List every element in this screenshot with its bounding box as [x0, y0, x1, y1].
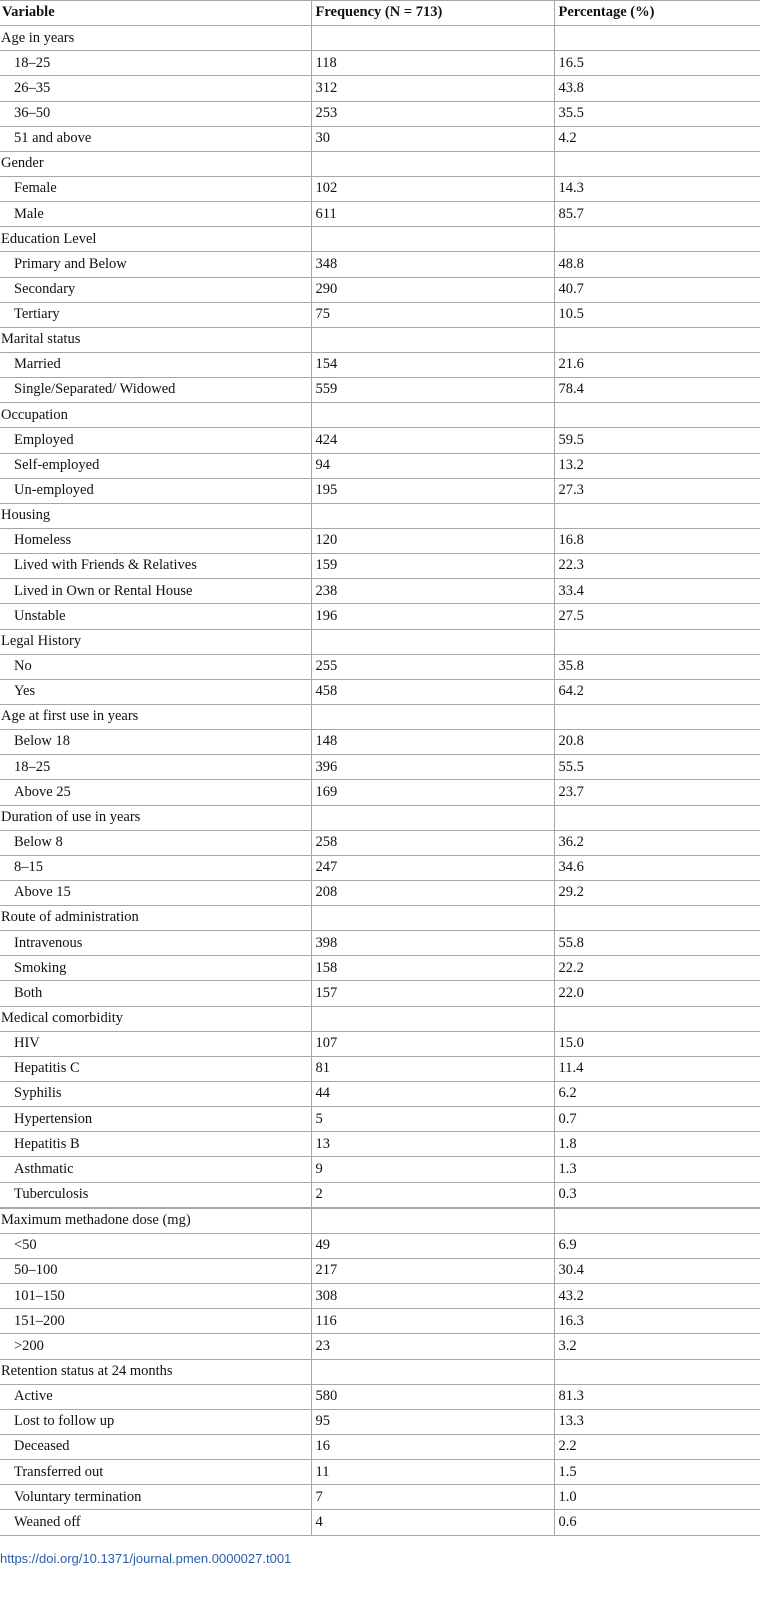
frequency-cell: 559: [311, 378, 554, 403]
table-row: [0, 1082, 760, 1107]
percentage-cell: 6.2: [554, 1082, 760, 1107]
variable-cell: Age at first use in years: [0, 704, 311, 729]
percentage-cell: 81.3: [554, 1384, 760, 1409]
variable-cell: Deceased: [0, 1435, 311, 1460]
table-row: [0, 1309, 760, 1334]
table-row: [0, 981, 760, 1006]
frequency-cell: 196: [311, 604, 554, 629]
percentage-cell: 1.8: [554, 1132, 760, 1157]
variable-cell: Age in years: [0, 26, 311, 51]
table-row: [0, 1157, 760, 1182]
variable-cell: Hepatitis B: [0, 1132, 311, 1157]
percentage-cell: 21.6: [554, 352, 760, 377]
variable-cell: Lived with Friends & Relatives: [0, 554, 311, 579]
percentage-cell: 36.2: [554, 830, 760, 855]
percentage-cell: 13.2: [554, 453, 760, 478]
percentage-cell: 48.8: [554, 252, 760, 277]
variable-cell: Un-employed: [0, 478, 311, 503]
table-row: [0, 679, 760, 704]
percentage-cell: 16.3: [554, 1309, 760, 1334]
variable-cell: Tertiary: [0, 302, 311, 327]
variable-cell: 51 and above: [0, 126, 311, 151]
category-row: [0, 403, 760, 428]
percentage-cell: 10.5: [554, 302, 760, 327]
percentage-cell: [554, 1006, 760, 1031]
percentage-cell: [554, 1359, 760, 1384]
frequency-cell: 81: [311, 1056, 554, 1081]
frequency-cell: 217: [311, 1259, 554, 1284]
percentage-cell: 55.5: [554, 755, 760, 780]
variable-cell: Employed: [0, 428, 311, 453]
percentage-cell: 22.2: [554, 956, 760, 981]
percentage-cell: [554, 151, 760, 176]
variable-cell: No: [0, 654, 311, 679]
category-row: [0, 503, 760, 528]
frequency-cell: 148: [311, 730, 554, 755]
frequency-cell: [311, 906, 554, 931]
table-row: [0, 1182, 760, 1208]
header-variable: Variable: [0, 1, 311, 26]
frequency-cell: 158: [311, 956, 554, 981]
variable-cell: Self-employed: [0, 453, 311, 478]
frequency-cell: 208: [311, 880, 554, 905]
table-row: [0, 1384, 760, 1409]
frequency-cell: 75: [311, 302, 554, 327]
percentage-cell: 43.8: [554, 76, 760, 101]
frequency-cell: [311, 227, 554, 252]
variable-cell: Hypertension: [0, 1107, 311, 1132]
percentage-cell: 27.5: [554, 604, 760, 629]
doi-link[interactable]: https://doi.org/10.1371/journal.pmen.0000027.t001: [0, 1551, 292, 1566]
percentage-cell: 0.7: [554, 1107, 760, 1132]
percentage-cell: 33.4: [554, 579, 760, 604]
frequency-cell: 107: [311, 1031, 554, 1056]
percentage-cell: 34.6: [554, 855, 760, 880]
table-row: [0, 277, 760, 302]
frequency-cell: [311, 704, 554, 729]
frequency-cell: 95: [311, 1409, 554, 1434]
table-row: [0, 126, 760, 151]
percentage-cell: 15.0: [554, 1031, 760, 1056]
percentage-cell: 78.4: [554, 378, 760, 403]
percentage-cell: [554, 1208, 760, 1234]
variable-cell: Lost to follow up: [0, 1409, 311, 1434]
table-row: [0, 1435, 760, 1460]
category-row: [0, 227, 760, 252]
table-row: [0, 1233, 760, 1258]
variable-cell: Duration of use in years: [0, 805, 311, 830]
variable-cell: Female: [0, 176, 311, 201]
frequency-cell: 7: [311, 1485, 554, 1510]
variable-cell: >200: [0, 1334, 311, 1359]
frequency-cell: 169: [311, 780, 554, 805]
table-row: [0, 252, 760, 277]
variable-cell: Both: [0, 981, 311, 1006]
percentage-cell: 40.7: [554, 277, 760, 302]
variable-cell: Lived in Own or Rental House: [0, 579, 311, 604]
variable-cell: Syphilis: [0, 1082, 311, 1107]
percentage-cell: [554, 503, 760, 528]
variable-cell: 18–25: [0, 51, 311, 76]
percentage-cell: [554, 629, 760, 654]
variable-cell: Occupation: [0, 403, 311, 428]
variable-cell: Secondary: [0, 277, 311, 302]
category-row: [0, 151, 760, 176]
table-row: [0, 855, 760, 880]
percentage-cell: [554, 906, 760, 931]
variable-cell: Unstable: [0, 604, 311, 629]
percentage-cell: 4.2: [554, 126, 760, 151]
variable-cell: Marital status: [0, 327, 311, 352]
variable-cell: Male: [0, 202, 311, 227]
variable-cell: Yes: [0, 679, 311, 704]
table-row: [0, 352, 760, 377]
frequency-cell: 396: [311, 755, 554, 780]
percentage-cell: 0.3: [554, 1182, 760, 1208]
frequency-cell: 120: [311, 528, 554, 553]
table-row: [0, 654, 760, 679]
table-row: [0, 579, 760, 604]
percentage-cell: 35.5: [554, 101, 760, 126]
frequency-cell: 258: [311, 830, 554, 855]
category-row: [0, 629, 760, 654]
table-row: [0, 780, 760, 805]
table-row: [0, 428, 760, 453]
frequency-cell: 5: [311, 1107, 554, 1132]
table-row: [0, 1510, 760, 1535]
variable-cell: Housing: [0, 503, 311, 528]
variable-cell: Asthmatic: [0, 1157, 311, 1182]
frequency-cell: 290: [311, 277, 554, 302]
category-row: [0, 1208, 760, 1234]
table-row: [0, 302, 760, 327]
frequency-cell: 30: [311, 126, 554, 151]
variable-cell: Smoking: [0, 956, 311, 981]
variable-cell: 50–100: [0, 1259, 311, 1284]
table-row: [0, 202, 760, 227]
variable-cell: Above 15: [0, 880, 311, 905]
table-row: [0, 101, 760, 126]
table-row: [0, 1334, 760, 1359]
variable-cell: Intravenous: [0, 931, 311, 956]
percentage-cell: [554, 704, 760, 729]
table-row: [0, 1031, 760, 1056]
frequency-cell: [311, 805, 554, 830]
frequency-cell: 16: [311, 1435, 554, 1460]
frequency-cell: 118: [311, 51, 554, 76]
table-row: [0, 554, 760, 579]
variable-cell: 36–50: [0, 101, 311, 126]
header-frequency: Frequency (N = 713): [311, 1, 554, 26]
percentage-cell: [554, 26, 760, 51]
frequency-cell: 2: [311, 1182, 554, 1208]
percentage-cell: 35.8: [554, 654, 760, 679]
percentage-cell: 64.2: [554, 679, 760, 704]
frequency-cell: [311, 26, 554, 51]
category-row: [0, 26, 760, 51]
percentage-cell: 14.3: [554, 176, 760, 201]
variable-cell: Below 18: [0, 730, 311, 755]
table-row: [0, 956, 760, 981]
frequency-cell: 9: [311, 1157, 554, 1182]
percentage-cell: 1.5: [554, 1460, 760, 1485]
table-row: [0, 931, 760, 956]
frequency-cell: 238: [311, 579, 554, 604]
percentage-cell: 43.2: [554, 1284, 760, 1309]
variable-cell: Route of administration: [0, 906, 311, 931]
table-row: [0, 830, 760, 855]
frequency-cell: [311, 1006, 554, 1031]
variable-cell: <50: [0, 1233, 311, 1258]
frequency-cell: 102: [311, 176, 554, 201]
variable-cell: Above 25: [0, 780, 311, 805]
percentage-cell: 1.3: [554, 1157, 760, 1182]
category-row: [0, 1359, 760, 1384]
percentage-cell: [554, 403, 760, 428]
variable-cell: Homeless: [0, 528, 311, 553]
variable-cell: HIV: [0, 1031, 311, 1056]
table-row: [0, 1284, 760, 1309]
table-row: [0, 453, 760, 478]
variable-cell: Transferred out: [0, 1460, 311, 1485]
table-row: [0, 755, 760, 780]
category-row: [0, 704, 760, 729]
table-row: [0, 528, 760, 553]
variable-cell: Tuberculosis: [0, 1182, 311, 1208]
table-header: [0, 1, 760, 26]
table-row: [0, 604, 760, 629]
variable-cell: Active: [0, 1384, 311, 1409]
frequency-cell: [311, 151, 554, 176]
variable-cell: Below 8: [0, 830, 311, 855]
frequency-cell: 23: [311, 1334, 554, 1359]
frequency-cell: 253: [311, 101, 554, 126]
header-row: [0, 1, 760, 26]
frequency-cell: 49: [311, 1233, 554, 1258]
variable-cell: Single/Separated/ Widowed: [0, 378, 311, 403]
frequency-cell: 195: [311, 478, 554, 503]
table-row: [0, 1409, 760, 1434]
percentage-cell: 11.4: [554, 1056, 760, 1081]
table-row: [0, 76, 760, 101]
table-row: [0, 730, 760, 755]
table-row: [0, 1485, 760, 1510]
table-row: [0, 51, 760, 76]
table-row: [0, 478, 760, 503]
variable-cell: Maximum methadone dose (mg): [0, 1208, 311, 1234]
category-row: [0, 805, 760, 830]
variable-cell: Education Level: [0, 227, 311, 252]
category-row: [0, 1006, 760, 1031]
percentage-cell: [554, 227, 760, 252]
table-row: [0, 378, 760, 403]
frequency-cell: 308: [311, 1284, 554, 1309]
frequency-cell: 247: [311, 855, 554, 880]
variable-cell: 8–15: [0, 855, 311, 880]
frequency-cell: 348: [311, 252, 554, 277]
variable-cell: Gender: [0, 151, 311, 176]
table-row: [0, 1107, 760, 1132]
frequency-cell: 157: [311, 981, 554, 1006]
percentage-cell: 16.8: [554, 528, 760, 553]
percentage-cell: 23.7: [554, 780, 760, 805]
table-row: [0, 880, 760, 905]
variable-cell: 18–25: [0, 755, 311, 780]
category-row: [0, 327, 760, 352]
variable-cell: 151–200: [0, 1309, 311, 1334]
frequency-cell: [311, 1359, 554, 1384]
percentage-cell: 85.7: [554, 202, 760, 227]
percentage-cell: 16.5: [554, 51, 760, 76]
variable-cell: Legal History: [0, 629, 311, 654]
frequency-cell: 611: [311, 202, 554, 227]
percentage-cell: 55.8: [554, 931, 760, 956]
percentage-cell: 22.0: [554, 981, 760, 1006]
percentage-cell: 13.3: [554, 1409, 760, 1434]
percentage-cell: 29.2: [554, 880, 760, 905]
variable-cell: 101–150: [0, 1284, 311, 1309]
frequency-cell: 44: [311, 1082, 554, 1107]
frequency-cell: 398: [311, 931, 554, 956]
frequency-cell: 94: [311, 453, 554, 478]
variable-cell: Primary and Below: [0, 252, 311, 277]
header-percentage: Percentage (%): [554, 1, 760, 26]
variable-cell: Weaned off: [0, 1510, 311, 1535]
variable-cell: Medical comorbidity: [0, 1006, 311, 1031]
variable-cell: Hepatitis C: [0, 1056, 311, 1081]
table-row: [0, 1132, 760, 1157]
frequency-cell: 11: [311, 1460, 554, 1485]
table-row: [0, 1460, 760, 1485]
percentage-cell: [554, 805, 760, 830]
variable-cell: Voluntary termination: [0, 1485, 311, 1510]
table-row: [0, 1259, 760, 1284]
frequency-cell: [311, 1208, 554, 1234]
percentage-cell: 2.2: [554, 1435, 760, 1460]
table-row: [0, 176, 760, 201]
percentage-cell: [554, 327, 760, 352]
percentage-cell: 59.5: [554, 428, 760, 453]
frequency-cell: 458: [311, 679, 554, 704]
percentage-cell: 0.6: [554, 1510, 760, 1535]
percentage-cell: 6.9: [554, 1233, 760, 1258]
percentage-cell: 22.3: [554, 554, 760, 579]
variable-cell: Retention status at 24 months: [0, 1359, 311, 1384]
frequency-cell: [311, 629, 554, 654]
percentage-cell: 30.4: [554, 1259, 760, 1284]
percentage-cell: 3.2: [554, 1334, 760, 1359]
table-body: [0, 26, 760, 1535]
percentage-cell: 20.8: [554, 730, 760, 755]
frequency-cell: 116: [311, 1309, 554, 1334]
category-row: [0, 906, 760, 931]
frequency-cell: [311, 503, 554, 528]
frequency-cell: [311, 327, 554, 352]
frequency-cell: 4: [311, 1510, 554, 1535]
frequency-cell: 154: [311, 352, 554, 377]
frequency-cell: 159: [311, 554, 554, 579]
variable-cell: Married: [0, 352, 311, 377]
frequency-cell: 580: [311, 1384, 554, 1409]
percentage-cell: 1.0: [554, 1485, 760, 1510]
variable-cell: 26–35: [0, 76, 311, 101]
percentage-cell: 27.3: [554, 478, 760, 503]
frequency-cell: [311, 403, 554, 428]
frequency-cell: 255: [311, 654, 554, 679]
table-row: [0, 1056, 760, 1081]
frequency-cell: 312: [311, 76, 554, 101]
frequency-cell: 13: [311, 1132, 554, 1157]
frequency-cell: 424: [311, 428, 554, 453]
